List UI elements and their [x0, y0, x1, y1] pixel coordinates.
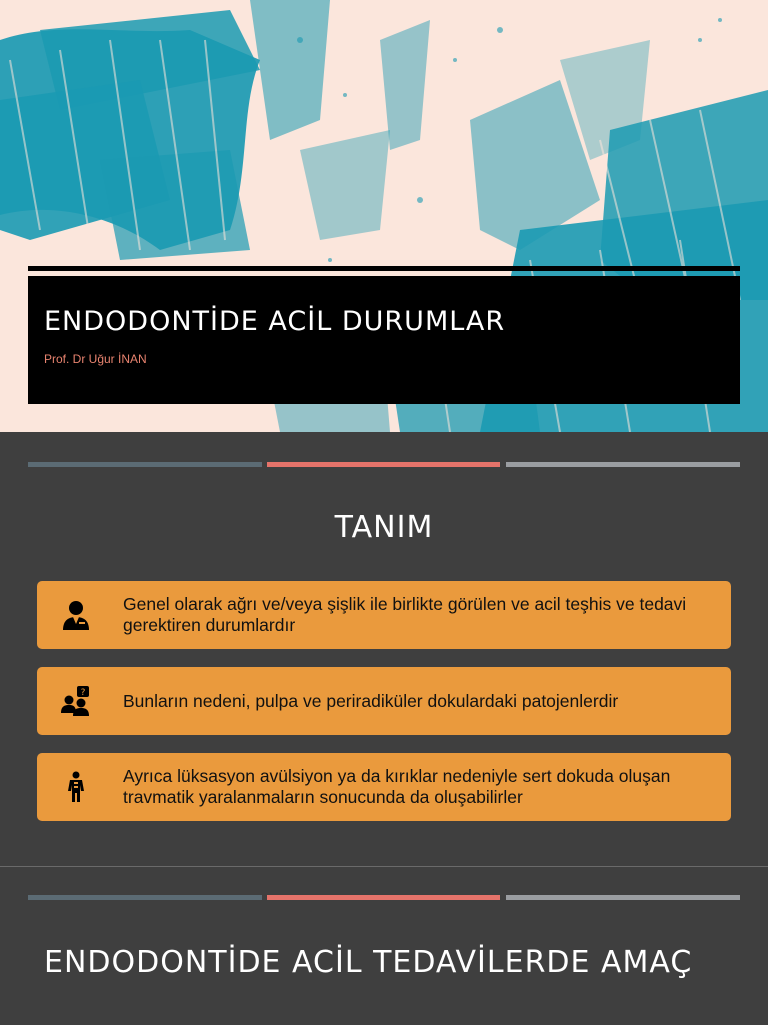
accent-bars [28, 462, 740, 467]
slide-subtitle: Prof. Dr Uğur İNAN [44, 352, 147, 366]
accent-bars [28, 895, 740, 900]
slide-heading: TANIM [334, 510, 434, 545]
cause-card [37, 667, 731, 735]
accent-bar-slate [28, 462, 262, 467]
trauma-card [37, 753, 731, 821]
title-slide [0, 0, 768, 432]
doctor-icon [61, 599, 91, 631]
definition-card [37, 581, 731, 649]
trauma-card-text: Ayrıca lüksasyon avülsiyon ya da kırıklar nedeniyle sert dokuda oluşan travmatik yaralanmaların sonucunda da oluşabilirler [123, 766, 671, 807]
cause-card-text: Bunların nedeni, pulpa ve periradiküler dokulardaki patojenlerdir [123, 690, 619, 711]
title-top-rule [28, 266, 740, 271]
svg-text:?: ? [80, 688, 86, 698]
accent-bar-slate [28, 895, 262, 900]
people-question-icon [61, 685, 91, 717]
accent-bar-coral [267, 895, 500, 900]
accent-bar-gray [506, 895, 740, 900]
definition-slide [0, 432, 768, 864]
accent-bar-coral [267, 462, 500, 467]
slide-title: ENDODONTİDE ACİL DURUMLAR [44, 306, 506, 337]
definition-card-text: Genel olarak ağrı ve/veya şişlik ile birlikte görülen ve acil teşhis ve tedavi gerektiren durumlardır [123, 594, 687, 635]
human-body-icon [61, 771, 91, 803]
title-box [28, 276, 740, 404]
goals-slide [0, 866, 768, 1025]
accent-bar-gray [506, 462, 740, 467]
slide-heading: ENDODONTİDE ACİL TEDAVİLERDE AMAÇ [44, 945, 693, 980]
